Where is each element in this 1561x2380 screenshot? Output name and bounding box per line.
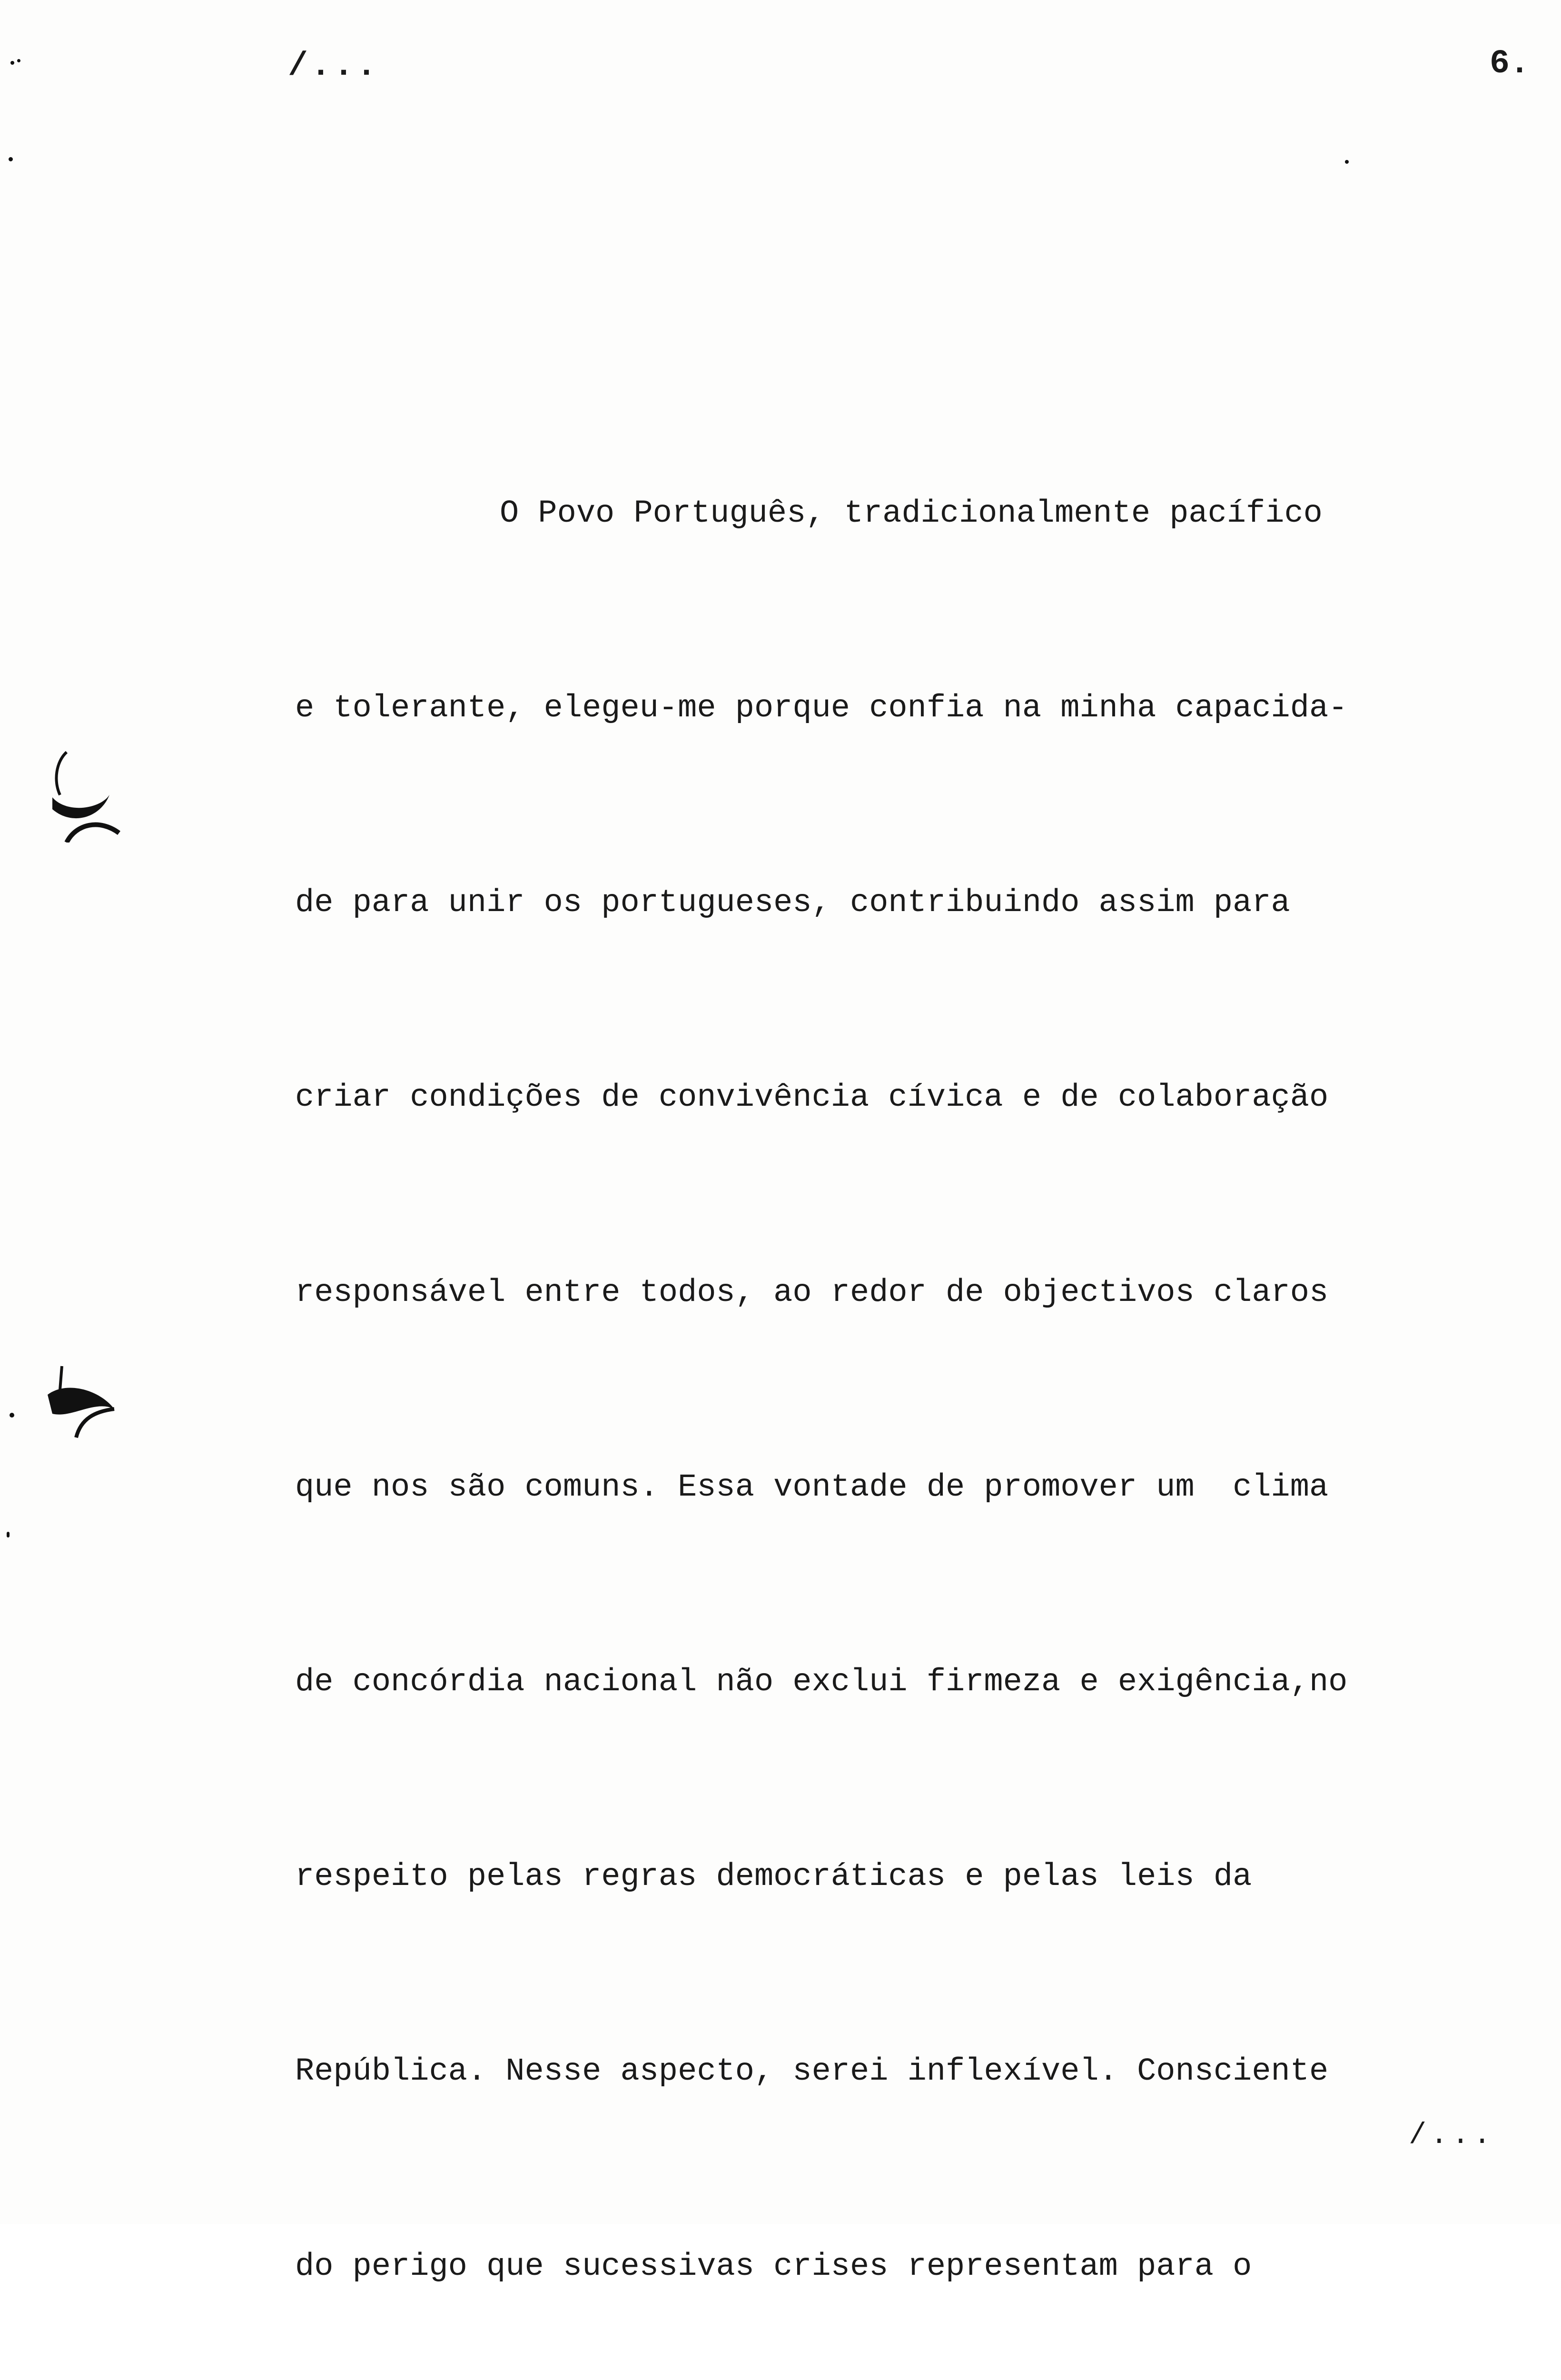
binding-hole-mark bbox=[48, 743, 124, 843]
scan-speck bbox=[7, 1532, 10, 1537]
text-line: respeito pelas regras democráticas e pelas leis da bbox=[295, 1859, 1252, 1895]
text-line: de para unir os portugueses, contribuindo assim para bbox=[295, 885, 1290, 922]
text-line: República. Nesse aspecto, serei inflexível. Consciente bbox=[295, 2053, 1329, 2090]
scan-speck bbox=[17, 59, 20, 62]
text-line: que nos são comuns. Essa vontade de promover um clima bbox=[295, 1469, 1329, 1506]
text-line: de concórdia nacional não exclui firmeza e exigência,no bbox=[295, 1664, 1348, 1701]
header-continuation-mark: /... bbox=[288, 48, 380, 85]
footer-continuation-mark: /... bbox=[1409, 2118, 1495, 2152]
page-number: 6. bbox=[1490, 45, 1530, 83]
body-paragraph bbox=[295, 351, 1447, 2380]
text-line: do perigo que sucessivas crises representam para o bbox=[295, 2248, 1252, 2285]
scan-speck bbox=[1345, 160, 1349, 164]
text-line: e tolerante, elegeu-me porque confia na minha capacida- bbox=[295, 690, 1348, 727]
scan-speck bbox=[10, 1413, 14, 1418]
text-line: responsável entre todos, ao redor de objectivos claros bbox=[295, 1274, 1329, 1311]
scan-speck bbox=[10, 61, 14, 65]
scan-speck bbox=[9, 157, 13, 161]
text-line: O Povo Português, tradicionalmente pacífico bbox=[500, 495, 1323, 532]
text-line: criar condições de convivência cívica e de colaboração bbox=[295, 1080, 1329, 1116]
binding-hole-mark bbox=[43, 1361, 124, 1442]
